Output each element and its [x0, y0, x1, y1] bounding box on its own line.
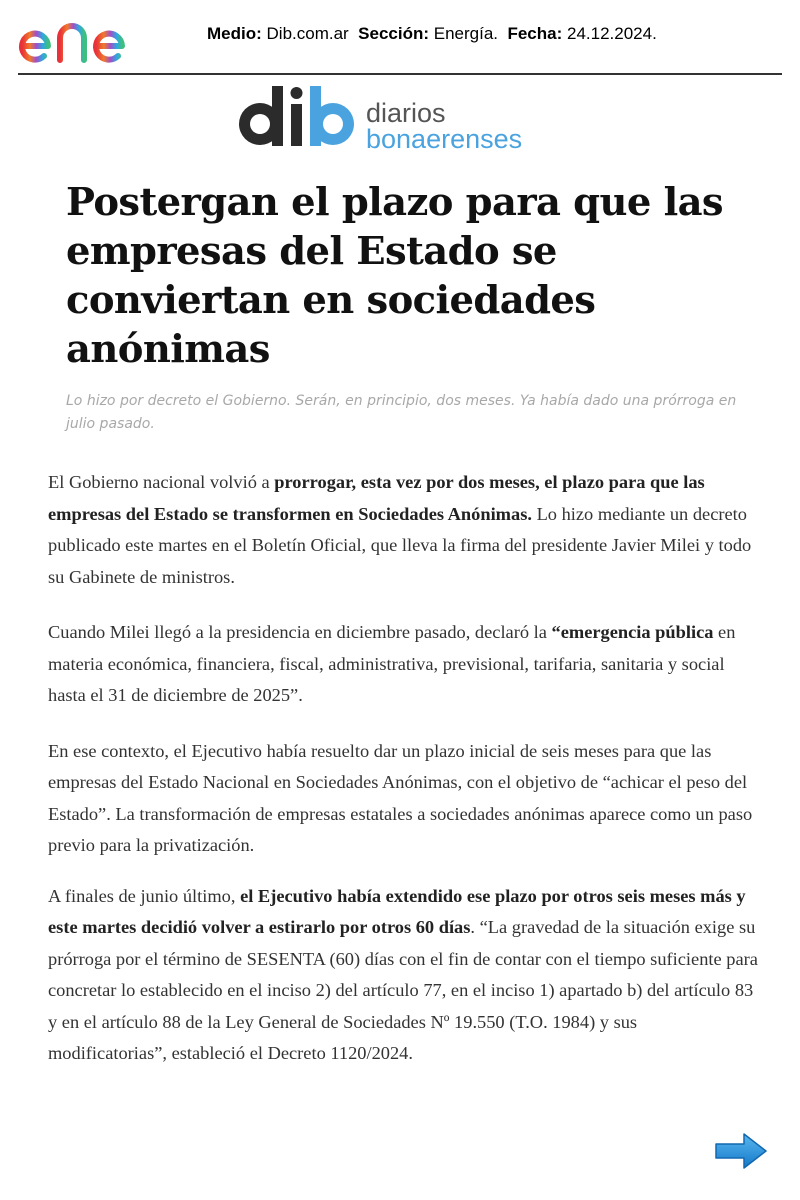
- seccion-label: Sección:: [358, 24, 430, 43]
- paragraph-2-text-a: Cuando Milei llegó a la presidencia en diciembre pasado, declaró la: [48, 622, 552, 642]
- paragraph-1: [48, 467, 760, 593]
- dib-name-line1: diarios: [366, 98, 446, 128]
- paragraph-2: [48, 617, 760, 712]
- paragraph-4-bold: el Ejecutivo había extendido ese plazo por otros seis meses más y este martes decidió volver a estirarlo por otros 60 días: [48, 885, 746, 937]
- medio-label: Medio:: [207, 24, 262, 43]
- paragraph-3: En ese contexto, el Ejecutivo había resuelto dar un plazo inicial de seis meses para que las empresas del Estado Nacional en Sociedades Anónimas, con el objetivo de “achicar el peso del Estado”. La transformación de empresas estatales a sociedades anónimas aparece como un paso previo para la privatización.: [48, 740, 753, 855]
- header-divider: [18, 73, 782, 75]
- fecha-label: Fecha:: [507, 24, 563, 43]
- article-headline: Postergan el plazo para que las empresas del Estado se conviertan en sociedades anónimas: [66, 180, 724, 372]
- paragraph-4: [48, 881, 760, 1070]
- paragraph-2-bold: “emergencia pública: [551, 622, 714, 642]
- paragraph-4-text-a: A finales de junio último,: [48, 885, 241, 906]
- medio-value: Dib.com.ar: [266, 24, 349, 43]
- enel-logo: [18, 8, 168, 68]
- fecha-value: 24.12.2024.: [567, 24, 657, 43]
- dib-logo: [238, 84, 538, 154]
- arrow-right-icon[interactable]: [714, 1132, 768, 1170]
- header-metadata: [207, 24, 657, 44]
- article-body: [48, 467, 760, 1094]
- dib-name-line2: bonaerenses: [366, 124, 523, 154]
- paragraph-1-text-c: Lo hizo mediante un decreto publicado este martes en el Boletín Oficial, que lleva la firma del presidente Javier Milei y todo su Gabinete de ministros.: [48, 503, 752, 587]
- paragraph-1-bold: prorrogar, esta vez por dos meses, el plazo para que las empresas del Estado se transformen en Sociedades Anónimas.: [48, 472, 705, 524]
- paragraph-2-text-c: en materia económica, financiera, fiscal, administrativa, previsional, tarifaria, sanitaria y social hasta el 31 de diciembre de 2025”.: [48, 622, 736, 705]
- article-subtitle: Lo hizo por decreto el Gobierno. Serán, en principio, dos meses. Ya había dado una prórroga en julio pasado.: [66, 393, 737, 432]
- paragraph-1-text-a: El Gobierno nacional volvió a: [48, 472, 275, 492]
- paragraph-4-text-c: . “La gravedad de la situación exige su prórroga por el término de SESENTA (60) días con el fin de contar con el tiempo suficiente para concretar lo establecido en el inciso 2) del artículo 77, en el inciso 1) apartado b) del artículo 83 y en el artículo 88 de la Ley General de Sociedades Nº 19.550 (T.O. 1984) y sus modificatorias”, estableció el Decreto 1120/2024.: [48, 917, 758, 1063]
- seccion-value: Energía.: [433, 24, 499, 43]
